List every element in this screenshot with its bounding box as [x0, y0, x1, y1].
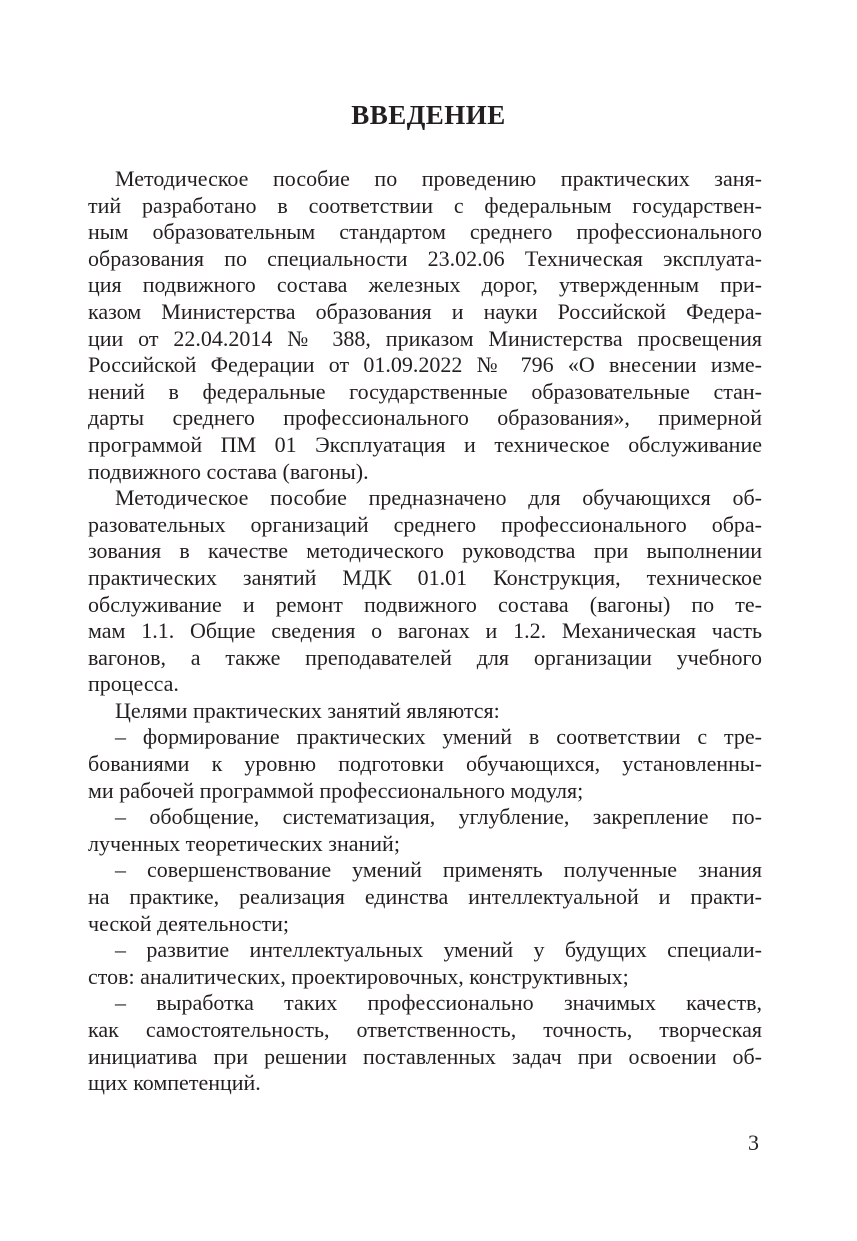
- text-line: Российской Федерации от 01.09.2022 № 796 «О внесении изме-: [88, 352, 762, 378]
- text-line: зования в качестве методического руководства при выполнении: [88, 538, 762, 564]
- text-line: как самостоятельность, ответственность, точность, творческая: [88, 1017, 762, 1042]
- text-line: инициатива при решении поставленных задач при освоении об-: [88, 1043, 762, 1069]
- paragraph: [88, 857, 762, 937]
- text-line: – выработка таких профессионально значимых качеств,: [115, 990, 762, 1016]
- text-line: мам 1.1. Общие сведения о вагонах и 1.2. Механическая часть: [88, 618, 762, 644]
- text-line: – формирование практических умений в соответствии с тре-: [115, 724, 762, 750]
- text-line: – обобщение, систематизация, углубление, закрепление по-: [115, 804, 762, 830]
- text-line: дарты среднего профессионального образования», примерной: [88, 405, 762, 431]
- text-line: разовательных организаций среднего профессионального обра-: [88, 511, 762, 537]
- paragraph: [88, 485, 762, 698]
- page-number: 3: [748, 1130, 759, 1155]
- text-line: стов: аналитических, проектировочных, конструктивных;: [88, 963, 629, 989]
- text-line: вагонов, а также преподавателей для организации учебного: [88, 644, 762, 670]
- text-line: ми рабочей программой профессионального модуля;: [88, 777, 584, 803]
- text-line: щих компетенций.: [88, 1070, 261, 1096]
- text-line: ным образовательным стандартом среднего профессионального: [88, 219, 762, 245]
- paragraph: [88, 698, 762, 725]
- body-text: [88, 166, 762, 1097]
- text-line: ции от 22.04.2014 № 388, приказом Министерства просвещения: [88, 325, 762, 351]
- text-line: подвижного состава (вагоны).: [88, 458, 369, 484]
- paragraph: [88, 990, 762, 1096]
- paragraph: [88, 937, 762, 990]
- text-line: бованиями к уровню подготовки обучающихся, установленны-: [88, 751, 762, 777]
- text-line: программой ПМ 01 Эксплуатация и техническое обслуживание: [88, 431, 762, 457]
- text-line: лученных теоретических знаний;: [88, 830, 400, 856]
- text-line: – развитие интеллектуальных умений у будущих специали-: [115, 937, 762, 963]
- page-title: ВВЕДЕНИЕ: [351, 100, 506, 130]
- text-line: казом Министерства образования и науки Российской Федера-: [88, 298, 762, 324]
- text-line: образования по специальности 23.02.06 Техническая эксплуата-: [88, 245, 762, 271]
- text-line: обслуживание и ремонт подвижного состава (вагоны) по те-: [88, 591, 762, 617]
- text-line: Целями практических занятий являются:: [115, 697, 500, 723]
- text-line: ческой деятельности;: [88, 910, 290, 936]
- text-line: нений в федеральные государственные образовательные стан-: [88, 378, 762, 404]
- text-line: – совершенствование умений применять полученные знания: [115, 857, 762, 883]
- text-line: на практике, реализация единства интеллектуальной и практи-: [88, 884, 762, 910]
- text-line: Методическое пособие предназначено для обучающихся об-: [115, 485, 762, 511]
- text-line: процесса.: [88, 671, 179, 697]
- text-line: ция подвижного состава железных дорог, утвержденным при-: [88, 272, 762, 298]
- text-line: практических занятий МДК 01.01 Конструкция, техническое: [88, 564, 762, 590]
- text-line: Методическое пособие по проведению практических заня-: [115, 166, 762, 191]
- paragraph: [88, 804, 762, 857]
- paragraph: [88, 166, 762, 485]
- text-line: тий разработано в соответствии с федеральным государствен-: [88, 192, 762, 218]
- paragraph: [88, 724, 762, 804]
